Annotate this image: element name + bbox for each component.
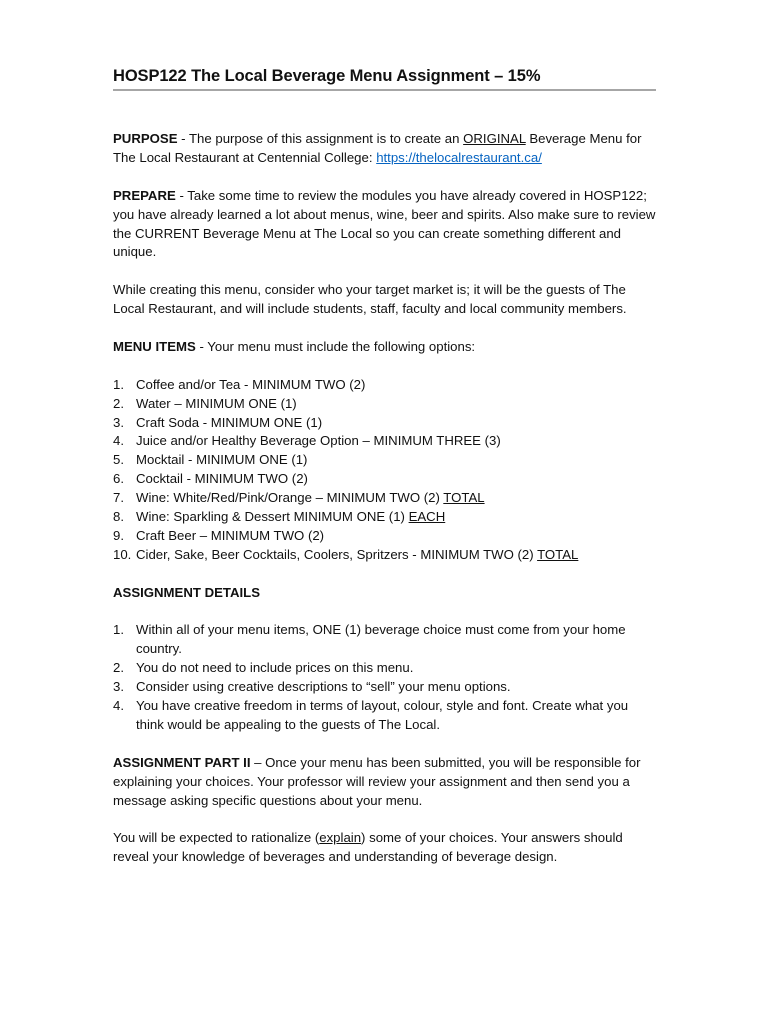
list-item [113,678,658,697]
list-item-suffix: TOTAL [443,490,485,506]
rationalize-paragraph [113,829,658,867]
document-title: HOSP122 The Local Beverage Menu Assignment – 15% [113,67,541,85]
list-item [113,470,658,489]
list-item-text: Juice and/or Healthy Beverage Option – MINIMUM THREE (3) [136,433,501,449]
part-two-label: ASSIGNMENT PART II [113,754,251,770]
list-item-text: Consider using creative descriptions to “sell” your menu options. [136,679,511,695]
purpose-label: PURPOSE [113,131,178,146]
list-number: 1. [113,622,124,638]
part-two-text: – Once your menu has been submitted, you will be responsible for explaining your choices. Your professor will review your assignment and then send you a message asking specific questions about your menu. [113,754,641,808]
list-item-text: You do not need to include prices on this menu. [136,660,414,676]
list-item [113,376,658,395]
menu-items-list [113,376,658,565]
list-item-text: Wine: Sparkling & Dessert MINIMUM ONE (1) [136,509,409,525]
list-item-text: Craft Beer – MINIMUM TWO (2) [136,527,325,543]
list-item-text: Craft Soda - MINIMUM ONE (1) [136,414,323,430]
list-number: 4. [113,698,124,714]
list-item [113,414,658,433]
assignment-details-list [113,621,658,734]
list-item [113,489,658,508]
purpose-original: ORIGINAL [463,131,526,146]
list-number: 6. [113,471,124,487]
rationalize-before: You will be expected to rationalize ( [113,830,320,846]
local-restaurant-link[interactable]: https://thelocalrestaurant.ca/ [376,149,542,165]
list-number: 8. [113,509,124,525]
list-item [113,697,658,735]
list-number: 3. [113,414,124,430]
purpose-paragraph [113,130,658,168]
list-item [113,432,658,451]
list-item [113,621,658,659]
list-item [113,451,658,470]
list-item-text: Wine: White/Red/Pink/Orange – MINIMUM TWO (2) [136,490,444,506]
list-number: 5. [113,452,124,468]
purpose-text-after: Beverage Menu for The Local Restaurant at Centennial College: [113,131,642,165]
list-item [113,659,658,678]
assignment-details-heading [113,584,658,603]
prepare-label: PREPARE [113,187,176,203]
list-item-text: Cider, Sake, Beer Cocktails, Coolers, Spritzers - MINIMUM TWO (2) [136,546,538,562]
prepare-paragraph [113,187,658,263]
target-market-paragraph: While creating this menu, consider who your target market is; it will be the guests of The Local Restaurant, and will include students, staff, faculty and local community members. [113,282,627,317]
list-item-suffix: EACH [408,509,446,525]
list-item [113,395,658,414]
list-item-text: Coffee and/or Tea - MINIMUM TWO (2) [136,376,366,392]
list-item-text: Cocktail - MINIMUM TWO (2) [136,471,308,487]
title-block [113,66,656,91]
list-item-text: Water – MINIMUM ONE (1) [136,395,297,411]
list-number: 3. [113,679,124,695]
list-number: 2. [113,660,124,676]
part-two-paragraph [113,754,658,811]
menu-items-paragraph [113,338,658,357]
menu-items-label: MENU ITEMS [113,338,196,354]
prepare-text: - Take some time to review the modules you have already covered in HOSP122; you have already learned a lot about menus, wine, beer and spirits. Also make sure to review the CURRENT Beverage Menu at The Local so you can create something different and unique. [113,187,656,260]
list-item [113,546,658,565]
list-number: 4. [113,433,124,449]
document-body [113,130,658,886]
menu-items-intro: - Your menu must include the following options: [195,338,476,354]
list-number: 9. [113,527,124,543]
list-item-suffix: TOTAL [537,546,579,562]
list-item [113,527,658,546]
list-item-text: Mocktail - MINIMUM ONE (1) [136,452,308,468]
list-number: 10. [113,546,132,562]
list-number: 1. [113,376,124,392]
list-number: 7. [113,490,124,506]
list-item-text: Within all of your menu items, ONE (1) beverage choice must come from your home country. [136,622,626,657]
list-number: 2. [113,395,124,411]
assignment-details-label: ASSIGNMENT DETAILS [113,584,261,600]
rationalize-explain: explain [319,830,362,846]
title-rule [113,89,656,91]
purpose-text-before: - The purpose of this assignment is to create an [177,131,464,146]
rationalize-after: ) some of your choices. Your answers should reveal your knowledge of beverages and understanding of beverage design. [113,830,623,865]
list-item-text: You have creative freedom in terms of layout, colour, style and font. Create what you think would be appealing to the guests of The Local. [136,698,629,732]
list-item [113,508,658,527]
